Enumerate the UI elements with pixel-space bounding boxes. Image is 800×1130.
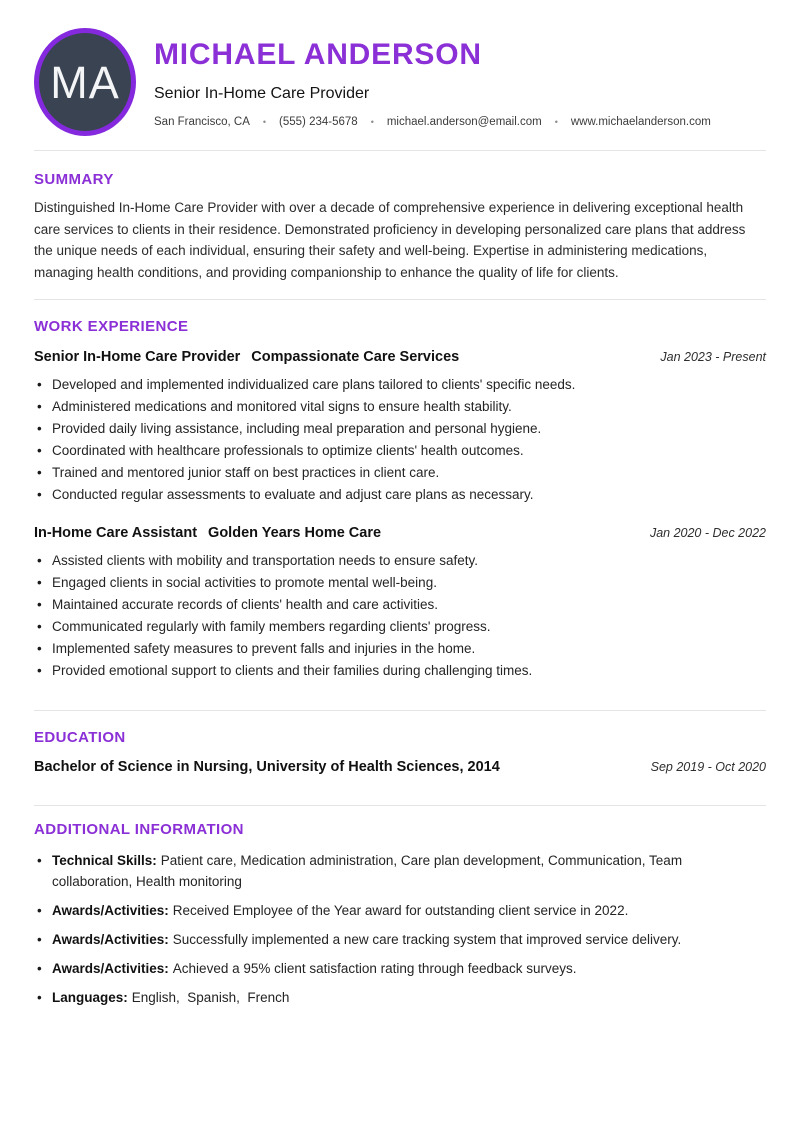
job-dates: Jan 2020 - Dec 2022 [649, 526, 766, 540]
job-title: In-Home Care Assistant [34, 525, 198, 541]
bullet-item: • Conducted regular assessments to evaluate and adjust care plans as necessary. [34, 484, 766, 506]
work-experience-section [34, 318, 766, 682]
header [34, 0, 766, 136]
bullet-item: • Provided emotional support to clients and their families during challenging times. [34, 660, 766, 682]
education-entry [34, 759, 766, 775]
bullet-item: • Communicated regularly with family members regarding clients' progress. [34, 616, 766, 638]
additional-information-section [34, 821, 766, 1008]
additional-info-item [34, 850, 766, 892]
item-text: Received Employee of the Year award for outstanding client service in 2022. [172, 903, 629, 918]
dot-separator-icon: • [262, 117, 267, 127]
contact-location: San Francisco, CA [154, 116, 250, 128]
bullet-item: • Maintained accurate records of clients' health and care activities. [34, 594, 766, 616]
dot-separator-icon: • [370, 117, 374, 127]
additional-info-item [34, 958, 766, 979]
job-title: Senior In-Home Care Provider [34, 349, 241, 365]
summary-section [34, 171, 766, 283]
bullet-item: • Assisted clients with mobility and transportation needs to ensure safety. [34, 550, 766, 572]
contact-row [154, 116, 766, 128]
education-dates: Sep 2019 - Oct 2020 [650, 760, 766, 774]
summary-text: Distinguished In-Home Care Provider with over a decade of comprehensive experience in delivering exceptional health care services to clients in their residence. Demonstrated proficiency in developing personalized care plans that address the unique needs of each individual, ensuring their safety and well-being. Expertise in administering medications, managing health conditions, and providing companionship to enhance the quality of life for clients. [34, 200, 746, 280]
job-header [34, 525, 766, 541]
item-text: English, Spanish, French [131, 990, 290, 1005]
additional-information-list [34, 850, 766, 1008]
job-entry [34, 349, 766, 506]
summary-heading: SUMMARY [34, 171, 114, 188]
job-company: Golden Years Home Care [208, 525, 382, 541]
bullet-item: • Provided daily living assistance, including meal preparation and personal hygiene. [34, 418, 766, 440]
job-dates: Jan 2023 - Present [660, 350, 766, 364]
job-bullet-list [34, 550, 766, 682]
work-experience-heading: WORK EXPERIENCE [34, 318, 189, 335]
job-header [34, 349, 766, 365]
item-label: Awards/Activities: [52, 903, 169, 918]
additional-info-item [34, 987, 766, 1008]
additional-information-heading: ADDITIONAL INFORMATION [34, 821, 244, 838]
item-text: Successfully implemented a new care tracking system that improved service delivery. [172, 932, 682, 947]
section-divider [34, 150, 766, 151]
job-bullet-list [34, 374, 766, 506]
section-divider [34, 805, 766, 806]
item-label: Awards/Activities: [52, 932, 169, 947]
bullet-item: • Trained and mentored junior staff on best practices in client care. [34, 462, 766, 484]
education-section [34, 729, 766, 775]
dot-separator-icon: • [554, 117, 558, 127]
section-divider [34, 299, 766, 300]
additional-info-item [34, 900, 766, 921]
bullet-item: • Coordinated with healthcare professionals to optimize clients' health outcomes. [34, 440, 766, 462]
contact-phone: (555) 234-5678 [279, 116, 358, 128]
item-label: Technical Skills: [52, 853, 157, 868]
bullet-item: • Administered medications and monitored vital signs to ensure health stability. [34, 396, 766, 418]
avatar-initials: MA [50, 56, 120, 108]
job-company: Compassionate Care Services [251, 349, 460, 365]
contact-email: michael.anderson@email.com [386, 116, 542, 128]
avatar [34, 28, 136, 136]
header-text [154, 28, 766, 128]
job-entry [34, 525, 766, 682]
bullet-item: • Engaged clients in social activities to promote mental well-being. [34, 572, 766, 594]
bullet-item: • Developed and implemented individualized care plans tailored to clients' specific needs. [34, 374, 766, 396]
additional-info-item [34, 929, 766, 950]
item-text: Achieved a 95% client satisfaction rating through feedback surveys. [172, 961, 577, 976]
bullet-item: • Implemented safety measures to prevent falls and injuries in the home. [34, 638, 766, 660]
candidate-name: MICHAEL ANDERSON [154, 38, 482, 71]
education-heading: EDUCATION [34, 729, 126, 746]
item-label: Languages: [52, 990, 128, 1005]
contact-website: www.michaelanderson.com [570, 116, 711, 128]
item-label: Awards/Activities: [52, 961, 169, 976]
education-degree: Bachelor of Science in Nursing, University of Health Sciences, 2014 [34, 759, 500, 775]
item-text: Patient care, Medication administration, Care plan development, Communication, Team collaboration, Health monitoring [52, 853, 686, 889]
candidate-title: Senior In-Home Care Provider [154, 85, 370, 102]
section-divider [34, 710, 766, 711]
